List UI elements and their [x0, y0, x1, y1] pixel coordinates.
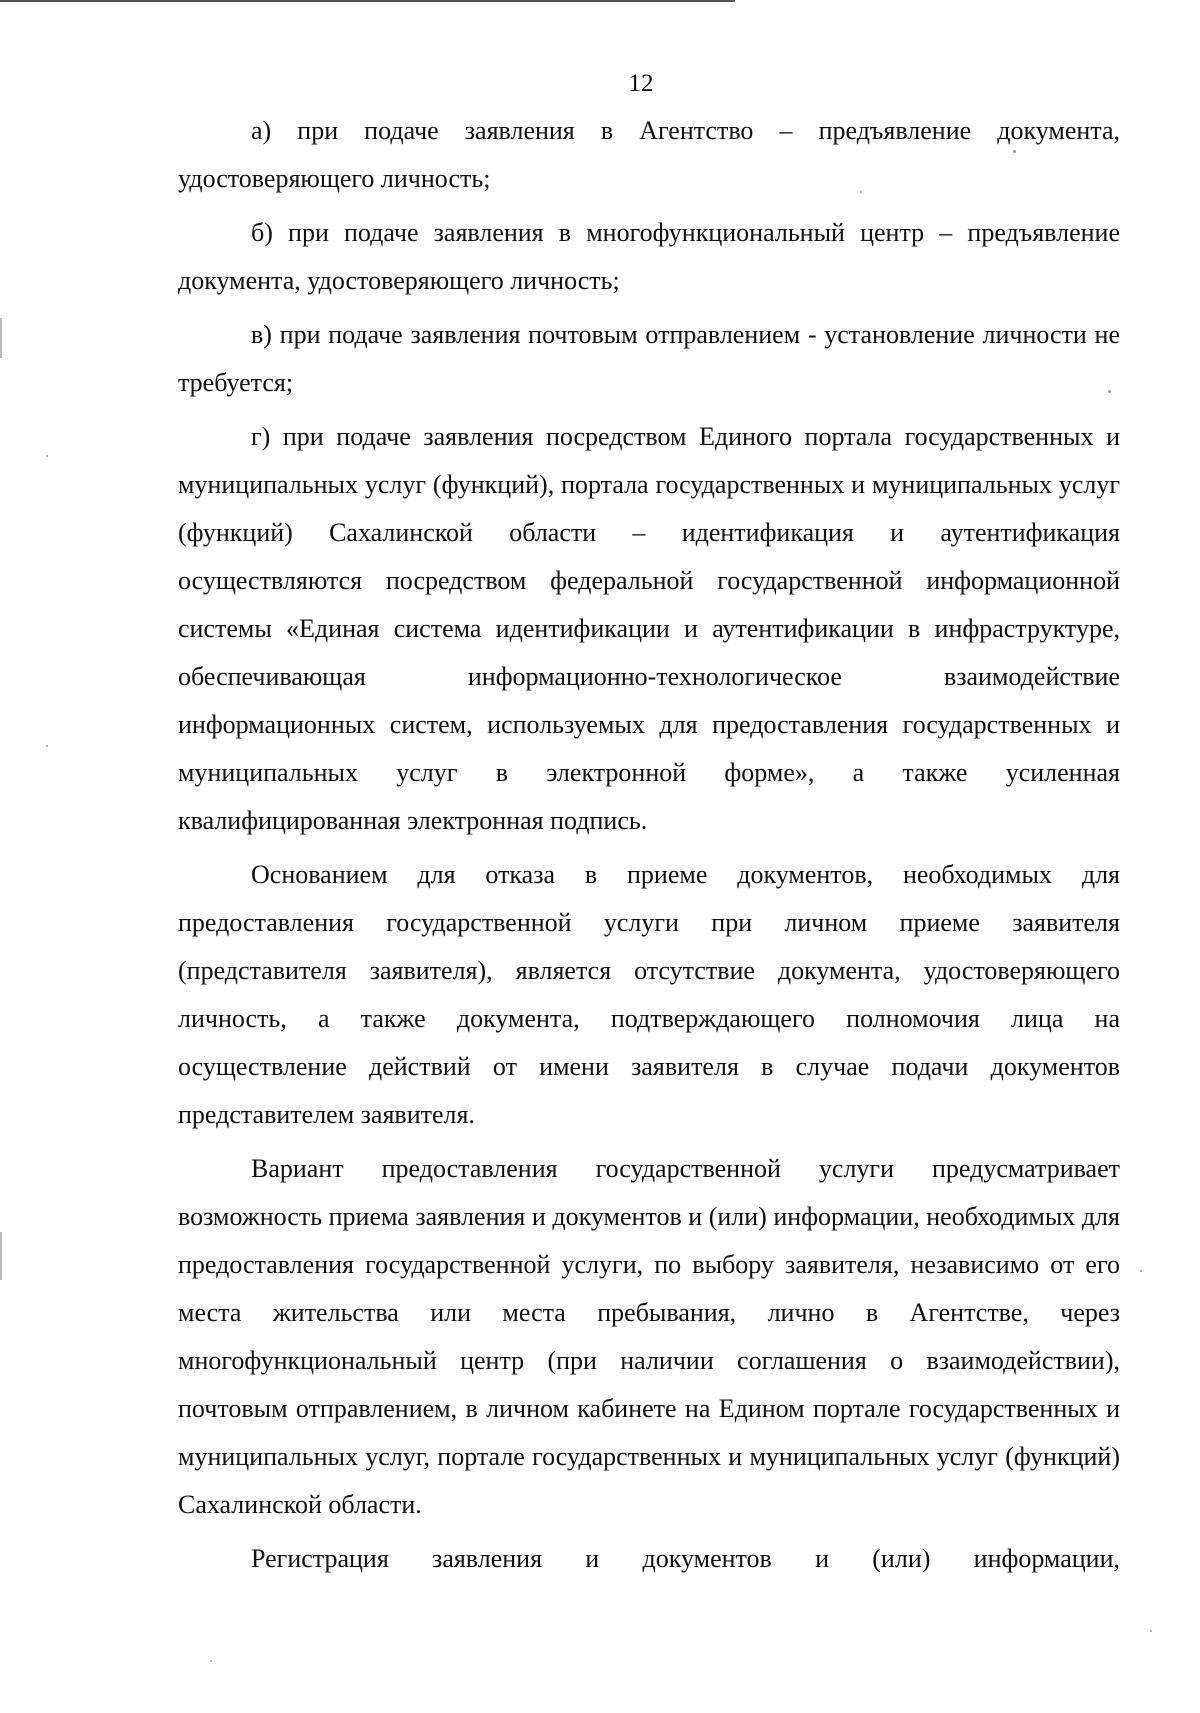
- paragraph-refusal-grounds: Основанием для отказа в приеме документов, необходимых для предоставления государственной услуги при личном приеме заявителя (представителя заявителя), является отсутствие документа, удостоверяющего личность, а также документа, подтверждающего полномочия лица на осуществление действий от имени заявителя в случае подачи документов представителем заявителя.: [178, 860, 1120, 1129]
- paragraph-v: в) при подаче заявления почтовым отправлением - установление личности не требуется;: [178, 320, 1120, 397]
- scan-speck: [46, 745, 48, 747]
- scan-speck: [1140, 1270, 1142, 1272]
- scan-speck: [860, 191, 862, 193]
- scan-speck: [1108, 390, 1111, 393]
- paragraph-a: а) при подаче заявления в Агентство – предъявление документа, удостоверяющего личность;: [178, 116, 1120, 193]
- scan-speck: [210, 1660, 212, 1662]
- page-number: 12: [628, 70, 654, 97]
- scan-speck: [1013, 150, 1016, 153]
- document-body: [178, 107, 1120, 1583]
- scan-edge-line: [0, 0, 735, 2]
- paragraph-g: г) при подаче заявления посредством Единого портала государственных и муниципальных услуг (функций), портала государственных и муниципальных услуг (функций) Сахалинской области – идентификация и аутентификация осуществляются посредством федеральной государственной информационной системы «Единая система идентификации и аутентификации в инфраструктуре, обеспечивающая информационно-технологическое взаимодействие информационных систем, используемых для предоставления государственных и муниципальных услуг в электронной форме», а также усиленная квалифицированная электронная подпись.: [178, 422, 1120, 835]
- paragraph-registration: Регистрация заявления и документов и (или) информации,: [251, 1544, 1120, 1573]
- scan-artifact: [0, 1232, 2, 1280]
- paragraph-b: б) при подаче заявления в многофункциональный центр – предъявление документа, удостоверяющего личность;: [178, 218, 1120, 295]
- paragraph-service-variant: Вариант предоставления государственной услуги предусматривает возможность приема заявления и документов и (или) информации, необходимых для предоставления государственной услуги, по выбору заявителя, независимо от его места жительства или места пребывания, лично в Агентстве, через многофункциональный центр (при наличии соглашения о взаимодействии), почтовым отправлением, в личном кабинете на Едином портале государственных и муниципальных услуг, портале государственных и муниципальных услуг (функций) Сахалинской области.: [178, 1154, 1120, 1519]
- scan-speck: [1150, 1630, 1152, 1632]
- scan-speck: [46, 455, 48, 457]
- scan-artifact: [0, 318, 2, 358]
